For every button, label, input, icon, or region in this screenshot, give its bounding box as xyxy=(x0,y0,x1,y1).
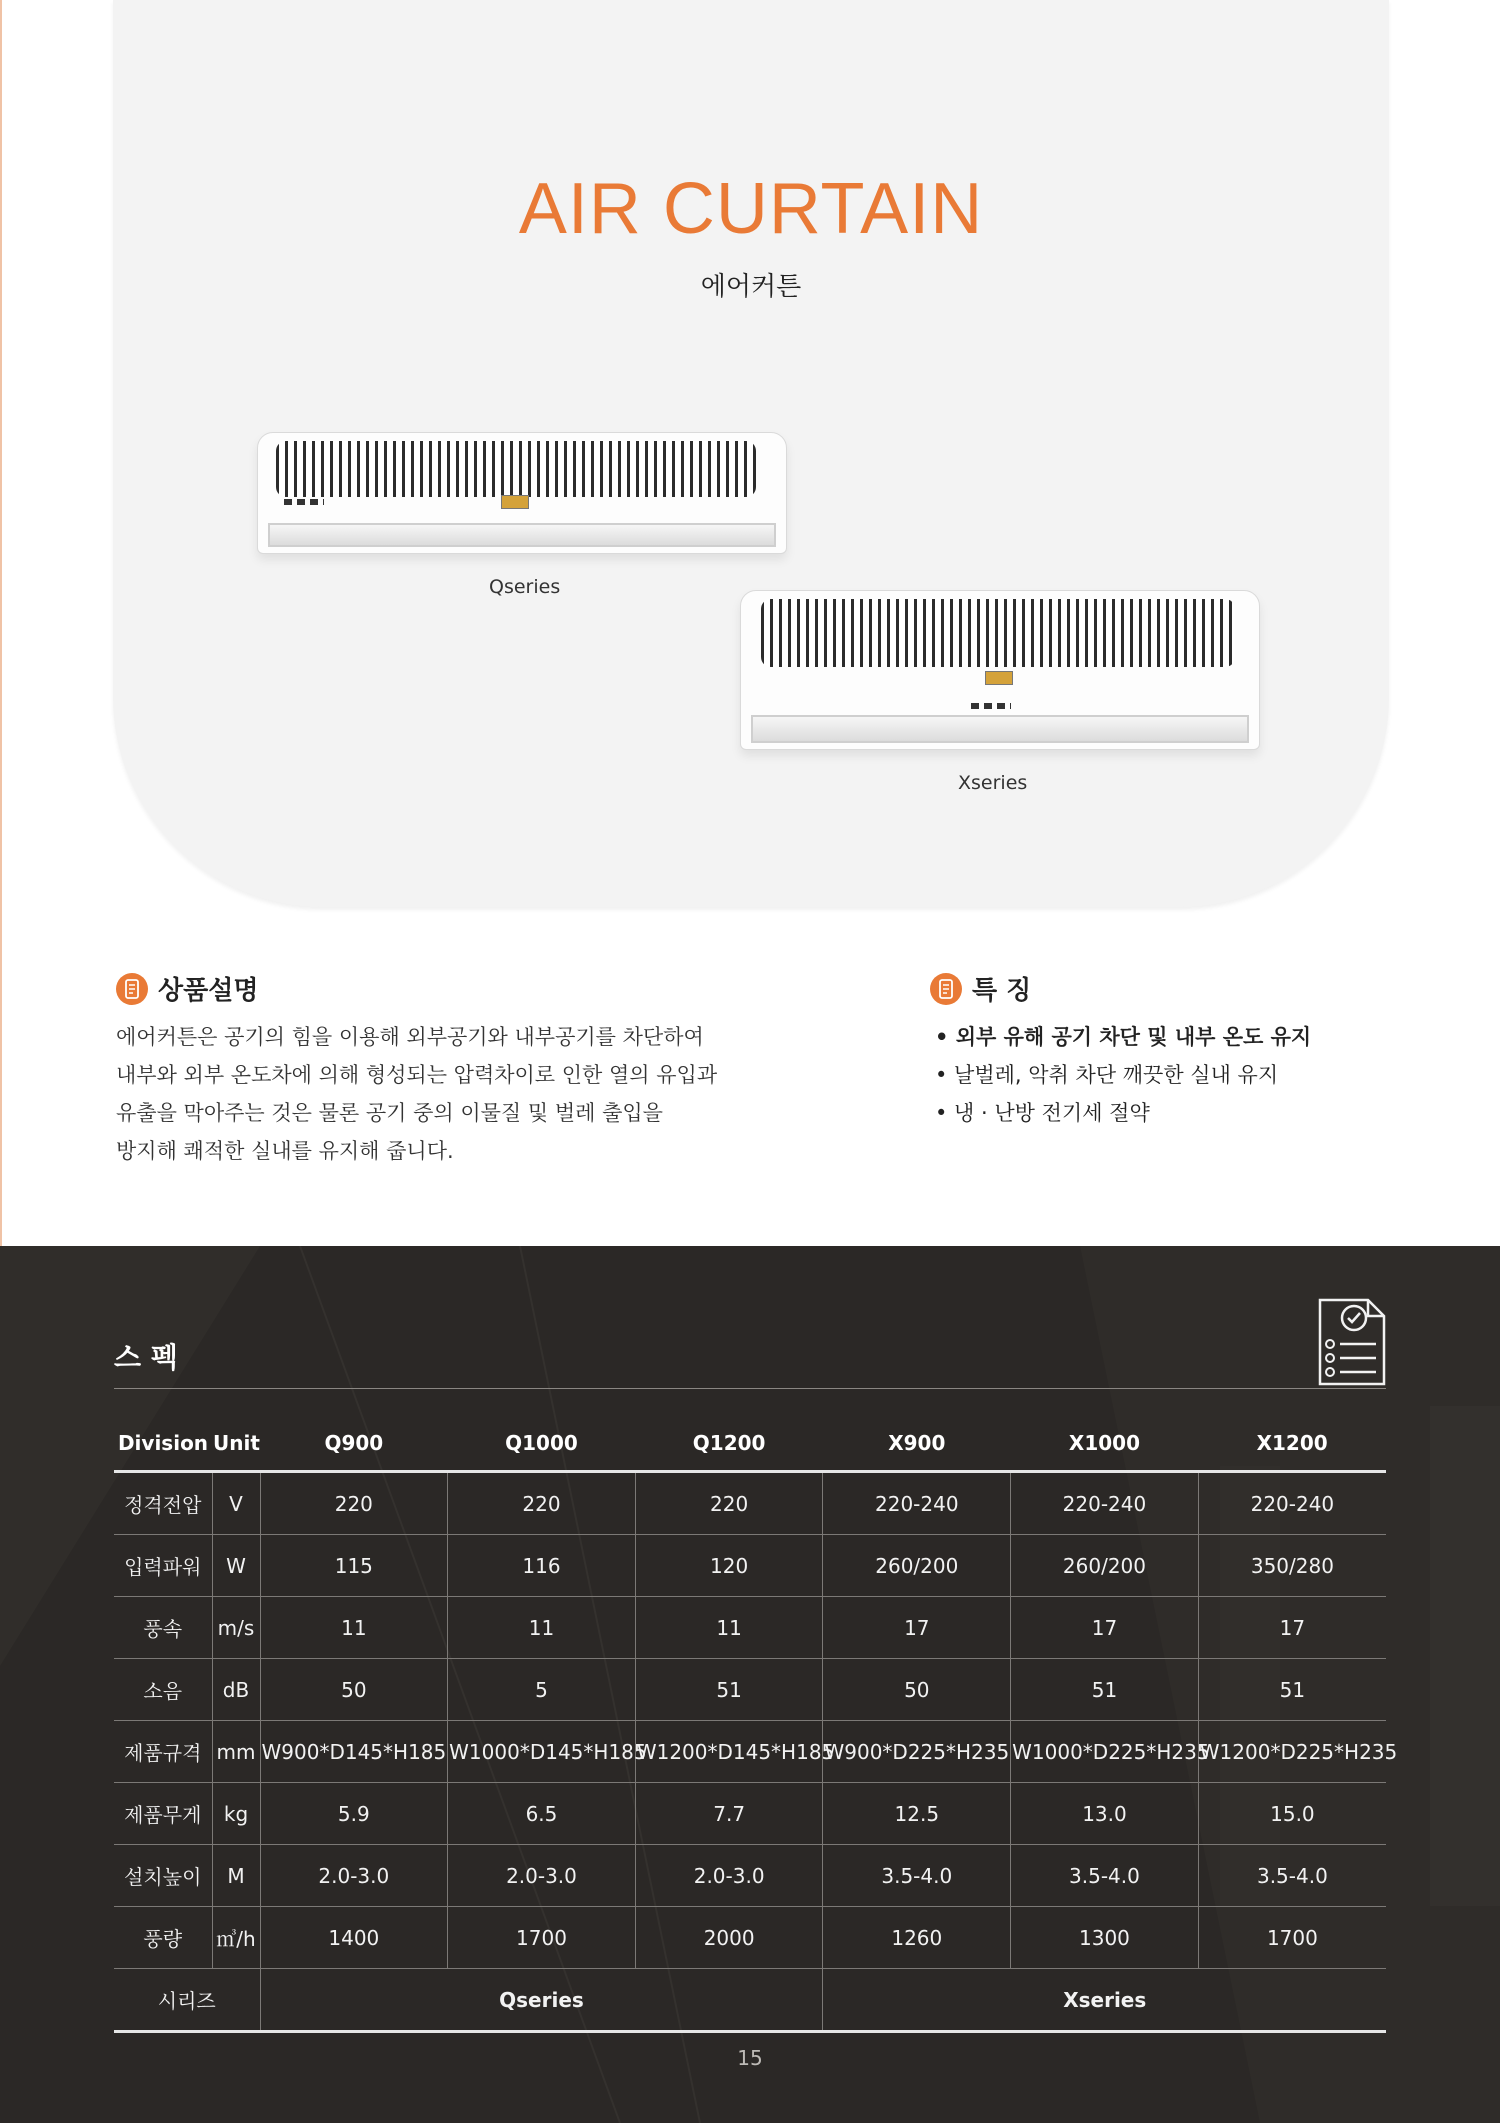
spec-cell: 1400 xyxy=(260,1907,448,1969)
spec-cell: 1700 xyxy=(448,1907,636,1969)
spec-cell: 220-240 xyxy=(823,1472,1011,1535)
page-edge-line xyxy=(0,0,2,1250)
spec-row xyxy=(114,1845,1386,1907)
spec-cell: 13.0 xyxy=(1011,1783,1199,1845)
description-text xyxy=(116,1018,736,1170)
spec-cell: m/s xyxy=(212,1597,260,1659)
description-heading xyxy=(116,970,258,1007)
spec-cell: 풍량 xyxy=(114,1907,212,1969)
spec-cell: 2.0-3.0 xyxy=(635,1845,823,1907)
spec-row xyxy=(114,1907,1386,1969)
spec-cell: 11 xyxy=(635,1597,823,1659)
spec-cell: 50 xyxy=(260,1659,448,1721)
spec-cell: 5 xyxy=(448,1659,636,1721)
spec-header-cell: Q900 xyxy=(260,1416,448,1472)
spec-cell: 5.9 xyxy=(260,1783,448,1845)
page-number: 15 xyxy=(737,2046,763,2070)
spec-cell: 2.0-3.0 xyxy=(260,1845,448,1907)
spec-cell: 1700 xyxy=(1198,1907,1386,1969)
spec-document-icon xyxy=(1316,1296,1388,1388)
spec-cell: W1000*D145*H185 xyxy=(448,1721,636,1783)
spec-header-cell: X900 xyxy=(823,1416,1011,1472)
spec-cell: kg xyxy=(212,1783,260,1845)
spec-cell: 220 xyxy=(635,1472,823,1535)
spec-row xyxy=(114,1783,1386,1845)
spec-cell: 6.5 xyxy=(448,1783,636,1845)
xseries-caption: Xseries xyxy=(958,772,1028,794)
spec-header-cell: Division xyxy=(114,1416,212,1472)
description-line: 에어커튼은 공기의 힘을 이용해 외부공기와 내부공기를 차단하여 xyxy=(116,1025,704,1049)
series-label: 시리즈 xyxy=(114,1969,260,2032)
spec-cell: 풍속 xyxy=(114,1597,212,1659)
spec-cell: 소음 xyxy=(114,1659,212,1721)
spec-cell: 350/280 xyxy=(1198,1535,1386,1597)
spec-header-cell: Q1200 xyxy=(635,1416,823,1472)
spec-header-cell: X1000 xyxy=(1011,1416,1199,1472)
spec-cell: 260/200 xyxy=(1011,1535,1199,1597)
spec-cell: 제품규격 xyxy=(114,1721,212,1783)
spec-cell: 3.5-4.0 xyxy=(1198,1845,1386,1907)
spec-cell: W900*D145*H185 xyxy=(260,1721,448,1783)
feature-item: • 외부 유해 공기 차단 및 내부 온도 유지 xyxy=(935,1025,1312,1049)
spec-cell: 220-240 xyxy=(1011,1472,1199,1535)
spec-cell: W900*D225*H235 xyxy=(823,1721,1011,1783)
spec-cell: 7.7 xyxy=(635,1783,823,1845)
spec-cell: W xyxy=(212,1535,260,1597)
product-info-icon xyxy=(116,973,148,1005)
page-title: AIR CURTAIN xyxy=(518,169,984,249)
spec-cell: 17 xyxy=(1011,1597,1199,1659)
features-list xyxy=(935,1018,1311,1132)
spec-cell: mm xyxy=(212,1721,260,1783)
spec-row xyxy=(114,1721,1386,1783)
spec-cell: 11 xyxy=(260,1597,448,1659)
spec-cell: 220-240 xyxy=(1198,1472,1386,1535)
spec-cell: 2000 xyxy=(635,1907,823,1969)
spec-cell: 260/200 xyxy=(823,1535,1011,1597)
series-row xyxy=(114,1969,1386,2032)
spec-cell: W1000*D225*H235 xyxy=(1011,1721,1199,1783)
series-name: Qseries xyxy=(260,1969,823,2032)
description-heading-label: 상품설명 xyxy=(158,976,259,1006)
features-icon xyxy=(930,973,962,1005)
spec-row xyxy=(114,1535,1386,1597)
spec-cell: 115 xyxy=(260,1535,448,1597)
spec-header-cell: X1200 xyxy=(1198,1416,1386,1472)
spec-cell: 220 xyxy=(260,1472,448,1535)
spec-cell: 17 xyxy=(823,1597,1011,1659)
description-line: 방지해 쾌적한 실내를 유지해 줍니다. xyxy=(116,1139,454,1163)
spec-row xyxy=(114,1597,1386,1659)
qseries-caption: Qseries xyxy=(489,576,561,598)
feature-item: • 날벌레, 악취 차단 깨끗한 실내 유지 xyxy=(935,1063,1279,1087)
spec-cell: 50 xyxy=(823,1659,1011,1721)
qseries-product-image xyxy=(257,432,787,554)
spec-cell: 51 xyxy=(635,1659,823,1721)
spec-cell: 120 xyxy=(635,1535,823,1597)
features-heading-label: 특 징 xyxy=(972,976,1032,1006)
features-heading xyxy=(930,970,1031,1007)
spec-cell: V xyxy=(212,1472,260,1535)
spec-cell: dB xyxy=(212,1659,260,1721)
spec-cell: 220 xyxy=(448,1472,636,1535)
spec-cell: 51 xyxy=(1198,1659,1386,1721)
spec-cell: 설치높이 xyxy=(114,1845,212,1907)
spec-header-row xyxy=(114,1416,1386,1472)
spec-title: 스 펙 xyxy=(114,1341,178,1374)
spec-table xyxy=(114,1416,1398,2033)
description-line: 유출을 막아주는 것은 물론 공기 중의 이물질 및 벌레 출입을 xyxy=(116,1101,663,1125)
spec-cell: 12.5 xyxy=(823,1783,1011,1845)
spec-row xyxy=(114,1659,1386,1721)
spec-cell: 51 xyxy=(1011,1659,1199,1721)
spec-cell: 15.0 xyxy=(1198,1783,1386,1845)
spec-cell: 3.5-4.0 xyxy=(823,1845,1011,1907)
spec-cell: 2.0-3.0 xyxy=(448,1845,636,1907)
spec-cell: 3.5-4.0 xyxy=(1011,1845,1199,1907)
spec-cell: ㎥/h xyxy=(212,1907,260,1969)
spec-header-cell: Q1000 xyxy=(448,1416,636,1472)
description-line: 내부와 외부 온도차에 의해 형성되는 압력차이로 인한 열의 유입과 xyxy=(116,1063,718,1087)
xseries-product-image xyxy=(740,590,1260,750)
spec-section xyxy=(0,1246,1500,2123)
page-subtitle: 에어커튼 xyxy=(700,272,802,302)
spec-cell: 입력파워 xyxy=(114,1535,212,1597)
spec-cell: 17 xyxy=(1198,1597,1386,1659)
spec-cell: 정격전압 xyxy=(114,1472,212,1535)
spec-row xyxy=(114,1472,1386,1535)
series-name: Xseries xyxy=(823,1969,1386,2032)
feature-item: • 냉 · 난방 전기세 절약 xyxy=(935,1101,1150,1125)
spec-cell: W1200*D225*H235 xyxy=(1198,1721,1386,1783)
spec-cell: 11 xyxy=(448,1597,636,1659)
hero-panel xyxy=(113,0,1389,907)
spec-cell: 1300 xyxy=(1011,1907,1199,1969)
spec-cell: W1200*D145*H185 xyxy=(635,1721,823,1783)
spec-cell: 1260 xyxy=(823,1907,1011,1969)
spec-header-cell: Unit xyxy=(212,1416,260,1472)
spec-divider xyxy=(114,1388,1386,1389)
spec-cell: 제품무게 xyxy=(114,1783,212,1845)
spec-cell: M xyxy=(212,1845,260,1907)
spec-cell: 116 xyxy=(448,1535,636,1597)
